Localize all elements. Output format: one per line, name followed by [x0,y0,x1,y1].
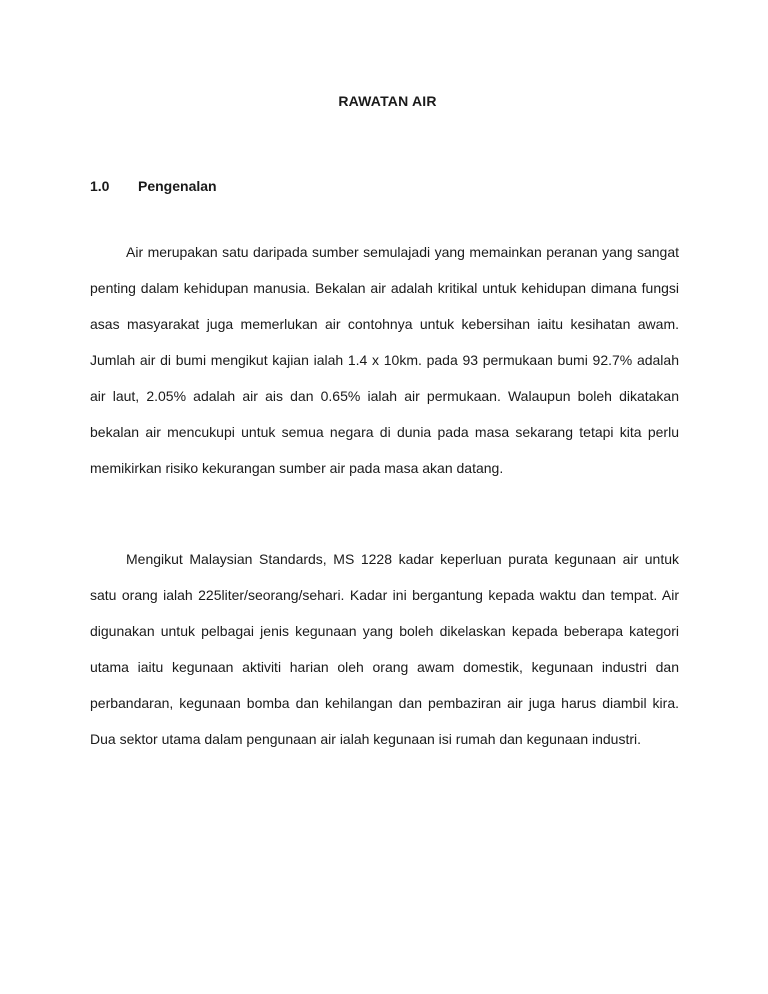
paragraph-introduction: Air merupakan satu daripada sumber semulajadi yang memainkan peranan yang sangat penting dalam kehidupan manusia. Bekalan air adalah kritikal untuk kehidupan dimana fungsi asas masyarakat juga memerlukan air contohnya untuk kebersihan iaitu kesihatan awam. Jumlah air di bumi mengikut kajian ialah 1.4 x 10km. pada 93 permukaan bumi 92.7% adalah air laut, 2.05% adalah air ais dan 0.65% ialah air permukaan. Walaupun boleh dikatakan bekalan air mencukupi untuk semua negara di dunia pada masa sekarang tetapi kita perlu memikirkan risiko kekurangan sumber air pada masa akan datang. [90,244,679,476]
section-heading [90,178,217,194]
section-number: 1.0 [90,178,110,194]
section-title: Pengenalan [138,178,217,194]
paragraph-water-usage: Mengikut Malaysian Standards, MS 1228 kadar keperluan purata kegunaan air untuk satu orang ialah 225liter/seorang/sehari. Kadar ini bergantung kepada waktu dan tempat. Air digunakan untuk pelbagai jenis kegunaan yang boleh dikelaskan kepada beberapa kategori utama iaitu kegunaan aktiviti harian oleh orang awam domestik, kegunaan industri dan perbandaran, kegunaan bomba dan kehilangan dan pembaziran air juga harus diambil kira. Dua sektor utama dalam pengunaan air ialah kegunaan isi rumah dan kegunaan industri. [90,551,679,747]
document-title: RAWATAN AIR [338,93,437,109]
